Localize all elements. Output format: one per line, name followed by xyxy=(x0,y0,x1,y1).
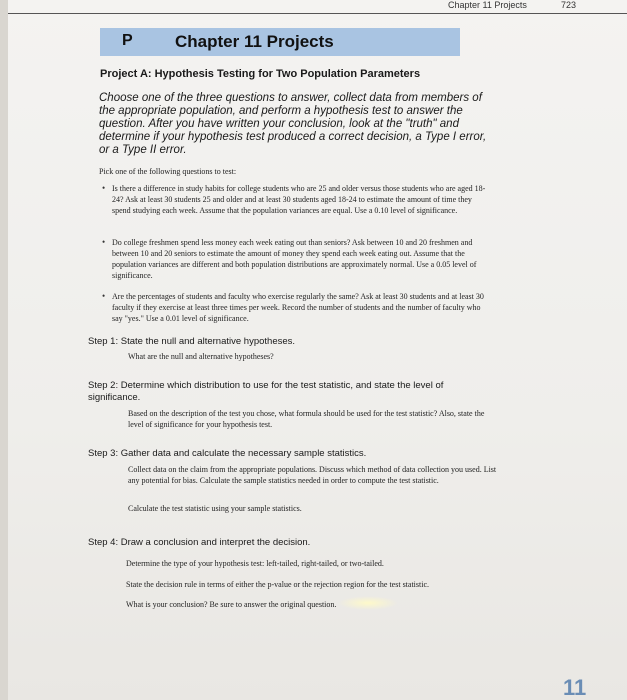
bullet-icon: • xyxy=(102,237,106,247)
step-2-heading: Step 2: Determine which distribution to use for the test statistic, and state the level of significance. xyxy=(88,380,444,403)
list-item xyxy=(100,183,492,216)
list-item xyxy=(100,291,492,324)
step-1-heading: Step 1: State the null and alternative hypotheses. xyxy=(88,336,296,347)
pick-label: Pick one of the following questions to test: xyxy=(99,167,237,176)
step-1-body: What are the null and alternative hypotheses? xyxy=(128,352,274,361)
textbook-page xyxy=(8,0,627,700)
step-3-body: Collect data on the claim from the appropriate populations. Discuss which method of data collection you used. List any potential for bias. Calculate the sample statistics needed in order to compute the test statistic. xyxy=(128,465,497,485)
step-4-body-3: What is your conclusion? Be sure to answer the original question. xyxy=(126,600,337,609)
step-4-body-2: State the decision rule in terms of either the p-value or the rejection region for the test statistic. xyxy=(126,580,430,589)
running-head: Chapter 11 Projects xyxy=(448,0,527,10)
project-intro: Choose one of the three questions to answer, collect data from members of the appropriate population, and perform a hypothesis test to answer the question. After you have written your conclusion, look at the "truth" and determine if your hypothesis test produced a correct decision, a Type I error, or a Type II error. xyxy=(99,92,487,156)
header-rule xyxy=(8,13,627,14)
step-3-heading: Step 3: Gather data and calculate the necessary sample statistics. xyxy=(88,448,367,459)
step-3-body-2: Calculate the test statistic using your sample statistics. xyxy=(128,504,302,513)
bullet-icon: • xyxy=(102,183,106,193)
light-glare xyxy=(338,596,398,610)
question-text: Do college freshmen spend less money each week eating out than seniors? Ask between 10 and 20 freshmen and between 10 and 20 seniors to estimate the amount of money they spend each week eating out. Assume that the population variances are different and both population distributions are approximately normal. Use a 0.05 level of significance. xyxy=(112,238,477,280)
page-number: 723 xyxy=(561,0,577,10)
chapter-title: Chapter 11 Projects xyxy=(175,32,334,51)
step-2-body: Based on the description of the test you chose, what formula should be used for the test statistic? Also, state the level of significance for your hypothesis test. xyxy=(128,409,485,429)
bullet-icon: • xyxy=(102,291,106,301)
projects-badge: P xyxy=(122,32,133,49)
question-text: Are the percentages of students and faculty who exercise regularly the same? Ask at least 30 students and at least 30 faculty if they exercise at least three times per week. Record the number of students and the number of faculty who say "yes." Use a 0.01 level of significance. xyxy=(112,292,484,323)
step-4-body: Determine the type of your hypothesis test: left-tailed, right-tailed, or two-tailed. xyxy=(126,559,384,568)
chapter-thumb-tab: 11 xyxy=(563,675,587,700)
question-text: Is there a difference in study habits for college students who are 25 and older versus those students who are aged 18-24? Ask at least 30 students 25 and older and at least 30 students aged 18-24 to estimate the amount of time they spend studying each week. Assume that the population variances are equal. Use a 0.10 level of significance. xyxy=(112,184,486,215)
list-item xyxy=(100,237,492,281)
step-4-heading: Step 4: Draw a conclusion and interpret the decision. xyxy=(88,537,311,548)
project-title: Project A: Hypothesis Testing for Two Population Parameters xyxy=(100,68,421,80)
